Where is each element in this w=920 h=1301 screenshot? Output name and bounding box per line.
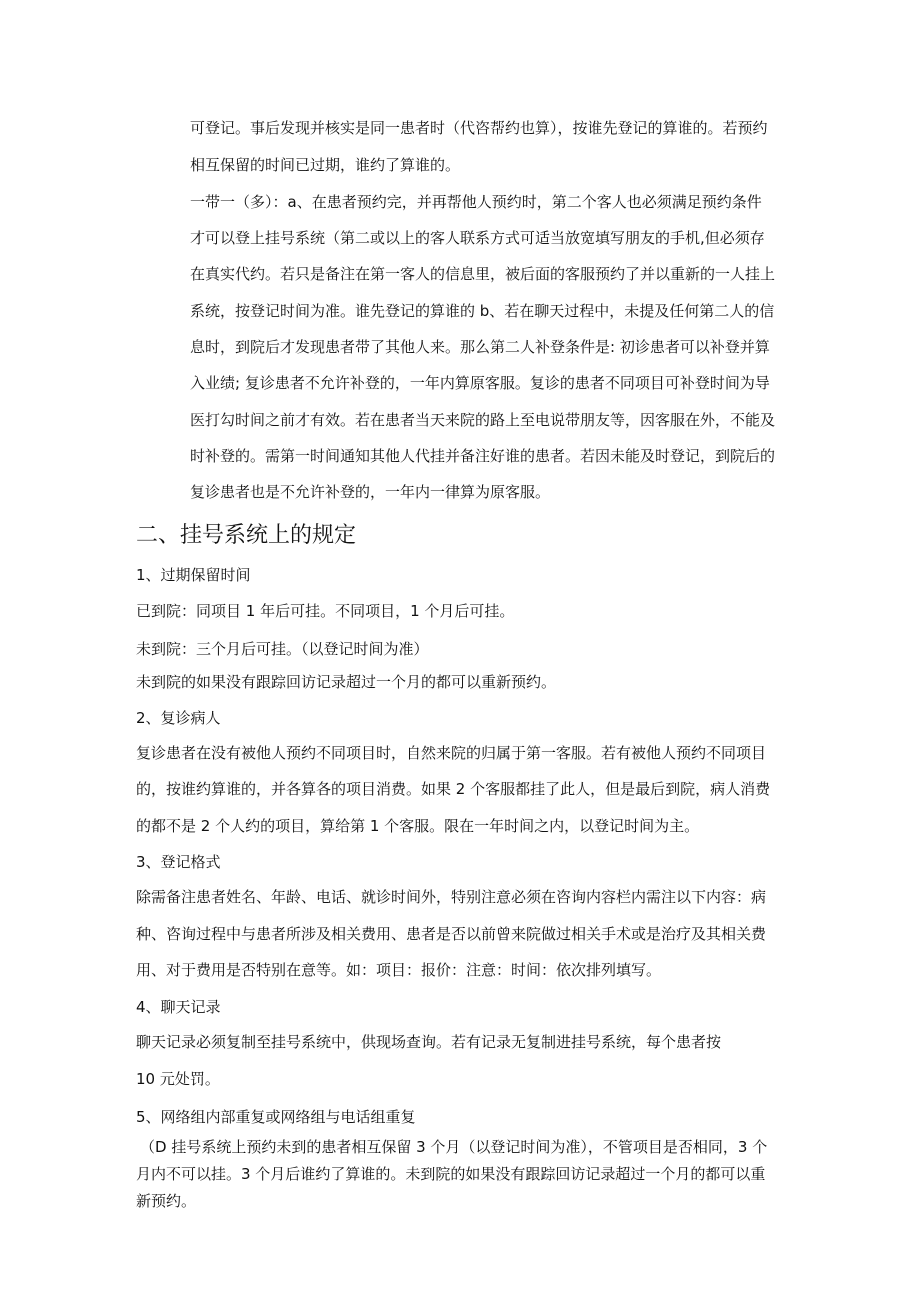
- item-line: 除需备注患者姓名、年龄、电话、就诊时间外，特别注意必须在咨询内容栏内需注以下内容：病: [136, 888, 767, 906]
- item-line: 的都不是 2 个人约的项目，算给第 1 个客服。限在一年时间之内，以登记时间为主。: [136, 817, 700, 835]
- paragraph-line: 时补登的。需第一时间通知其他人代挂并备注好谁的患者。若因未能及时登记，到院后的: [190, 447, 776, 465]
- item-title-expiry: 1、过期保留时间: [136, 566, 251, 584]
- paragraph-line: 复诊患者也是不允许补登的，一年内一律算为原客服。: [190, 483, 551, 501]
- item-line: 新预约。: [136, 1192, 197, 1210]
- item-title-registration-format: 3、登记格式: [136, 853, 221, 871]
- item-line: 月内不可以挂。3 个月后谁约了算谁的。未到院的如果没有跟踪回访记录超过一个月的都可以重: [136, 1165, 766, 1183]
- paragraph-line: 可登记。事后发现并核实是同一患者时（代咨帮约也算），按谁先登记的算谁的。若预约: [190, 119, 768, 137]
- item-line: 的，按谁约算谁的，并各算各的项目消费。如果 2 个客服都挂了此人，但是最后到院，病人消费: [136, 780, 771, 798]
- item-title-duplicate: 5、网络组内部重复或网络组与电话组重复: [136, 1108, 416, 1126]
- paragraph-line: 医打勾时间之前才有效。若在患者当天来院的路上至电说带朋友等，因客服在外，不能及: [190, 411, 776, 429]
- item-title-return-patient: 2、复诊病人: [136, 709, 221, 727]
- paragraph-line: 在真实代约。若只是备注在第一客人的信息里，被后面的客服预约了并以重新的一人挂上: [190, 265, 776, 283]
- paragraph-line: 才可以登上挂号系统（第二或以上的客人联系方式可适当放宽填写朋友的手机,但必须存: [190, 229, 765, 247]
- paragraph-line: 系统，按登记时间为准。谁先登记的算谁的 b、若在聊天过程中，未提及任何第二人的信: [190, 302, 775, 320]
- item-line: 用、对于费用是否特别在意等。如：项目：报价：注意：时间：依次排列填写。: [136, 961, 662, 979]
- item-title-chat-records: 4、聊天记录: [136, 998, 221, 1016]
- section-heading: 二、挂号系统上的规定: [136, 523, 357, 548]
- item-line: 种、咨询过程中与患者所涉及相关费用、患者是否以前曾来院做过相关手术或是治疗及其相关费: [136, 925, 767, 943]
- item-line: （D 挂号系统上预约未到的患者相互保留 3 个月（以登记时间为准），不管项目是否相同，3 个: [140, 1138, 768, 1156]
- paragraph-line: 一带一（多）：a、在患者预约完，并再帮他人预约时，第二个客人也必须满足预约条件: [190, 193, 762, 211]
- item-line: 聊天记录必须复制至挂号系统中，供现场查询。若有记录无复制进挂号系统，每个患者按: [136, 1033, 722, 1051]
- item-line: 已到院：同项目 1 年后可挂。不同项目，1 个月后可挂。: [136, 602, 515, 620]
- item-line: 10 元处罚。: [136, 1070, 220, 1088]
- paragraph-line: 相互保留的时间已过期，谁约了算谁的。: [190, 156, 461, 174]
- item-line: 复诊患者在没有被他人预约不同项目时，自然来院的归属于第一客服。若有被他人预约不同项目: [136, 744, 767, 762]
- item-line: 未到院的如果没有跟踪回访记录超过一个月的都可以重新预约。: [136, 673, 557, 691]
- paragraph-line: 息时，到院后才发现患者带了其他人来。那么第二人补登条件是: 初诊患者可以补登并算: [190, 338, 770, 356]
- item-line: 未到院：三个月后可挂。（以登记时间为准）: [136, 640, 429, 658]
- paragraph-line: 入业绩; 复诊患者不允许补登的，一年内算原客服。复诊的患者不同项目可补登时间为导: [190, 374, 770, 392]
